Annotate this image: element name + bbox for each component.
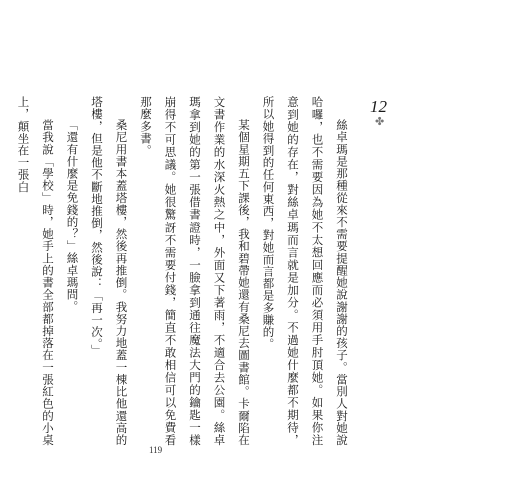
paragraph: 某個星期五下課後，我和碧帶她還有桑尼去圖書館。卡爾陷在文書作業的水深火熱之中，外面又下著雨，不適合去公園。絲卓瑪拿到她的第一張借書證時，一臉拿到通往魔法大門的鑰匙一樣崩得不可思議。她很驚訝不需要付錢，簡直不敢相信可以免費看那麼多書。: [139, 96, 251, 446]
chapter-ornament-icon: ✤: [375, 115, 385, 128]
chapter-number: 12: [370, 97, 387, 116]
paragraph: 「還有什麼是免錢的？」絲卓瑪問。: [65, 119, 80, 313]
paragraph: 當我說「學校」時，她手上的書全部都掉落在一張紅色的小桌上，顛坐在一張白: [16, 96, 55, 446]
page-number: 119: [149, 445, 163, 455]
paragraph: 桑尼用書本蓋塔樓，然後再推倒。我努力地蓋一棟比他還高的塔樓，但是他不斷地推倒，然後說：「再一次。」: [90, 96, 129, 446]
paragraph: 絲卓瑪是那種從來不需要提醒她說謝謝的孩子。當別人對她說哈囉，也不需要因為她不太想回應而必須用手肘頂她。如果你注意到她的存在，對絲卓瑪而言就是加分。不過她什麼都不期待，所以她得到的任何東西，對她而言都是多賺的。: [261, 96, 349, 446]
body-text: [11, 96, 354, 446]
